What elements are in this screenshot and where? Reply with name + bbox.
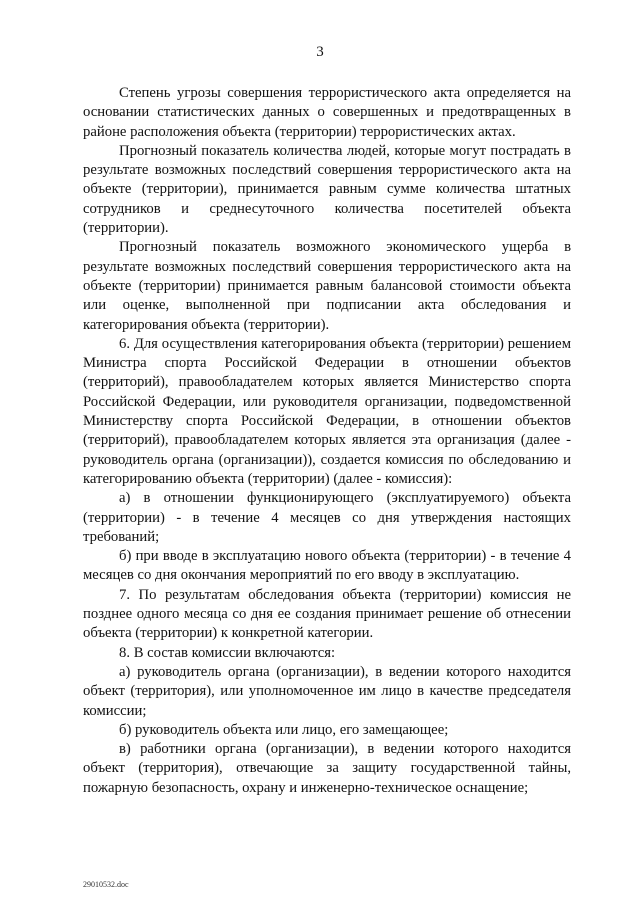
paragraph-item-8: 8. В состав комиссии включаются: bbox=[119, 644, 336, 661]
paragraph-threat-level: Степень угрозы совершения террористического акта определяется на основании статистических данных о совершенных и предотвращенных в районе расположения объекта (территории) террористических актах. bbox=[83, 85, 571, 140]
paragraph-item-6a: а) в отношении функционирующего (эксплуатируемого) объекта (территории) - в течение 4 месяцев со дня утверждения настоящих требований; bbox=[83, 490, 571, 545]
paragraph-casualty-forecast: Прогнозный показатель количества людей, которые могут пострадать в результате возможных последствий совершения террористического акта на объекте (территории), принимается равным сумме количества штатных сотрудников и среднесуточного количества посетителей объекта (территории). bbox=[83, 142, 571, 237]
paragraph-economic-damage: Прогнозный показатель возможного экономического ущерба в результате возможных последствий совершения террористического акта на объекте (территории) принимается равным балансовой стоимости объекта или оценке, выполненной при подписании акта обследования и категорирования объекта (территории). bbox=[83, 239, 571, 333]
document-body bbox=[83, 84, 571, 798]
footer-filename: 29010532.doc bbox=[83, 880, 129, 889]
paragraph-item-8a: а) руководитель органа (организации), в ведении которого находится объект (территория), или уполномоченное им лицо в качестве председателя комиссии; bbox=[83, 663, 571, 719]
paragraph-item-8b: б) руководитель объекта или лицо, его замещающее; bbox=[119, 721, 449, 738]
paragraph-item-8c: в) работники органа (организации), в ведении которого находится объект (территория), отвечающие за защиту государственной тайны, пожарную безопасность, охрану и инженерно-техническое оснащение; bbox=[83, 741, 571, 796]
page-number: 3 bbox=[316, 44, 324, 60]
paragraph-item-6: 6. Для осуществления категорирования объекта (территории) решением Министра спорта Российской Федерации в отношении объектов (территорий), правообладателем которых является Министерство спорта Российской Федерации, или руководителя организации, подведомственной Министерству спорта Российской Федерации, в отношении объектов (территорий), правообладателем которых является эта организация (далее - руководитель органа (организации)), создается комиссия по обследованию и категорированию объекта (территории) (далее - комиссия): bbox=[83, 335, 571, 487]
paragraph-item-6b: б) при вводе в эксплуатацию нового объекта (территории) - в течение 4 месяцев со дня окончания мероприятий по его вводу в эксплуатацию. bbox=[83, 548, 571, 584]
paragraph-item-7: 7. По результатам обследования объекта (территории) комиссия не позднее одного месяца со дня ее создания принимает решение об отнесении объекта (территории) к конкретной категории. bbox=[83, 586, 571, 642]
